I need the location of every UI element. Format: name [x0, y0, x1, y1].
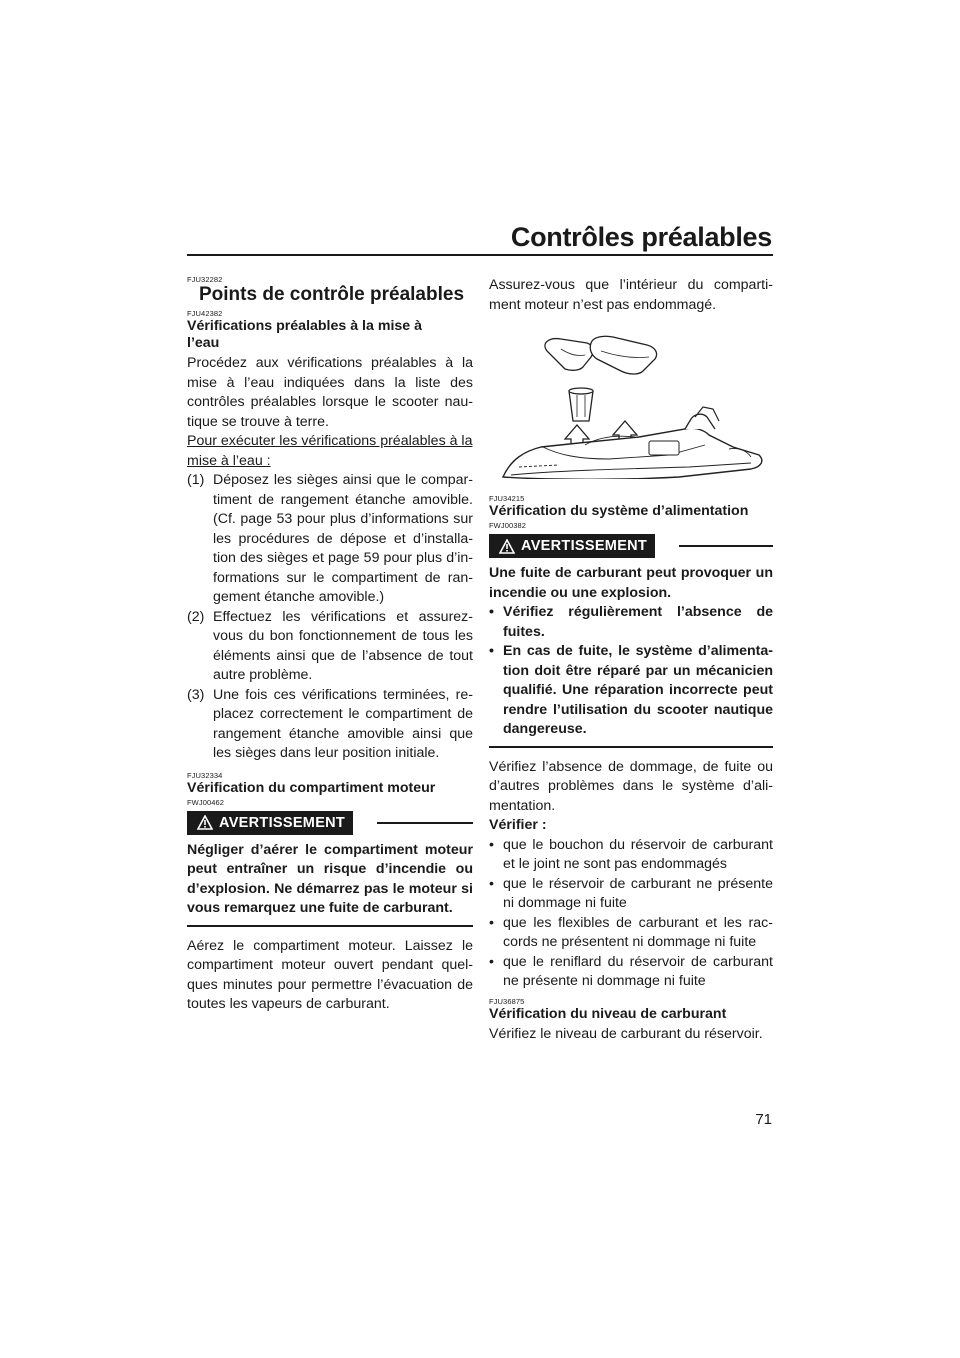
section-title: Points de contrôle préalables — [199, 284, 465, 305]
check-label: Vérifier : — [489, 817, 547, 833]
warning-triangle-icon — [499, 539, 515, 554]
warning-rule — [377, 822, 473, 824]
warning-triangle-icon — [197, 815, 213, 830]
warning-code: FWJ00462 — [187, 797, 225, 807]
body-paragraph: Vérifiez le niveau de carburant du réservoir. — [489, 1025, 763, 1042]
list-item: • En cas de fuite, le système d’alimenta-tion doit être réparé par un mécanicien qualifié. Une réparation incorrecte peut rendre l’utilisation du scooter nautique dangereuse. — [489, 642, 773, 740]
warning-code: FWJ00382 — [489, 521, 527, 530]
step-text: Une fois ces vérifications terminées, re-placez correctement le compartiment de rangement étanche amovible ainsi que les sièges dans leur position initiale. — [213, 686, 473, 761]
list-item — [187, 686, 473, 764]
warning-label-box — [187, 811, 353, 835]
step-number: (1) — [187, 472, 205, 488]
list-item: • que les flexibles de carburant et les rac-cords ne présentent ni dommage ni fuite — [489, 914, 773, 953]
page-header-title: Contrôles préalables — [510, 222, 772, 252]
steps-list — [187, 471, 473, 764]
section-code: FJU32282 — [187, 275, 223, 284]
step-text: Effectuez les vérifications et assurez-vous du bon fonctionnement de tous les éléments ainsi que de l’absence de tout autre problème. — [213, 608, 473, 683]
jet-ski-illustration — [489, 329, 773, 479]
section-code: FJU34215 — [489, 494, 525, 503]
right-column — [489, 276, 773, 1044]
warning-text: Négliger d’aérer le compartiment moteur peut entraîner un risque d’incendie ou d’explosion. Ne démarrez pas le moteur si vous remarquez une fuite de carburant. — [187, 841, 473, 916]
body-paragraph: Vérifiez l’absence de dommage, de fuite ou d’autres problèmes dans le système d’ali-mentation. — [489, 758, 773, 814]
section-code: FJU36875 — [489, 996, 525, 1006]
subsection-title-line1: Vérifications préalables à la mise à — [187, 318, 423, 334]
list-item: • que le réservoir de carburant ne présente ni dommage ni fuite — [489, 875, 773, 914]
warning-text: Une fuite de carburant peut provoquer un incendie ou une explosion. — [489, 565, 773, 601]
section-code: FJU32334 — [187, 770, 223, 780]
warning-end-rule — [187, 925, 473, 927]
list-item — [187, 471, 473, 608]
warning-rule — [679, 545, 773, 547]
page-number: 71 — [755, 1111, 772, 1128]
subsection-title: Vérification du compartiment moteur — [187, 779, 436, 796]
warning-end-rule — [489, 746, 773, 748]
subsection-title: Vérification du système d’alimentation — [489, 503, 749, 519]
warning-bullets — [489, 603, 773, 740]
body-paragraph: Aérez le compartiment moteur. Laissez le compartiment moteur ouvert pendant quel-ques minutes pour permettre l’évacuation de toutes les vapeurs de carburant. — [187, 937, 473, 1012]
body-paragraph: Assurez-vous que l’intérieur du comparti-ment moteur n’est pas endommagé. — [489, 277, 773, 313]
subsection-title — [187, 318, 473, 352]
warning-label: AVERTISSEMENT — [521, 538, 648, 554]
list-item — [187, 608, 473, 686]
step-number: (2) — [187, 608, 205, 625]
list-item: • que le reniflard du réservoir de carburant ne présente ni dommage ni fuite — [489, 953, 773, 992]
warning-banner — [489, 534, 773, 558]
section-code: FJU42382 — [187, 309, 223, 318]
procedure-heading: Pour exécuter les vérifications préalables à la mise à l’eau : — [187, 433, 473, 469]
check-list — [489, 836, 773, 992]
body-paragraph: Procédez aux vérifications préalables à la mise à l’eau indiquées dans la liste des contrôles préalables lorsque le scooter nau-tique se trouve à terre. — [187, 355, 473, 430]
step-text: Déposez les sièges ainsi que le compar-timent de rangement étanche amovible. (Cf. page 53 pour plus d’informations sur les procédures de dépose et d’installa-tion des sièges et page 59 pour plus d’in-formations sur le compartiment de ran-gement étanche amovible.) — [213, 472, 473, 605]
list-item: • Vérifiez régulièrement l’absence de fuites. — [489, 603, 773, 642]
warning-banner — [187, 811, 473, 835]
left-column — [187, 276, 473, 1015]
warning-label: AVERTISSEMENT — [219, 814, 346, 831]
list-item: • que le bouchon du réservoir de carburant et le joint ne sont pas endommagés — [489, 836, 773, 875]
subsection-title: Vérification du niveau de carburant — [489, 1005, 727, 1022]
subsection-title-line2: l’eau — [187, 335, 220, 351]
step-number: (3) — [187, 686, 205, 703]
header-rule — [187, 254, 773, 256]
warning-label-box — [489, 534, 655, 558]
